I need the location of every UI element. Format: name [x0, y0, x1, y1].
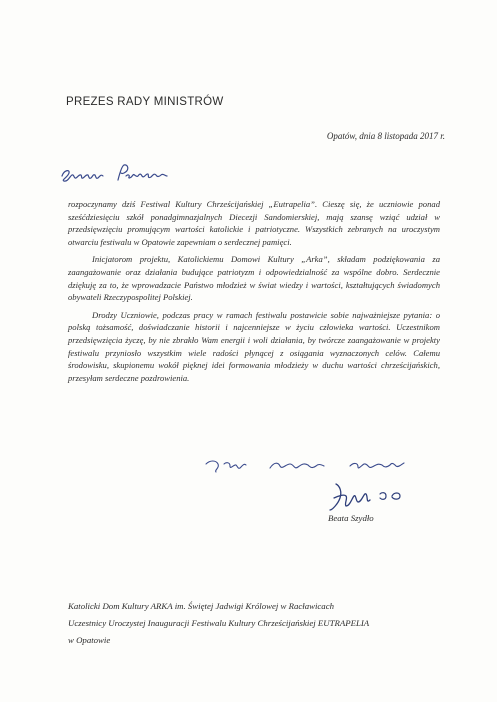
handwritten-closing [200, 450, 420, 480]
recipients-block [68, 598, 468, 649]
handwritten-salutation [58, 160, 178, 186]
handwritten-signature [322, 480, 412, 516]
recipient-line-3: w Opatowie [68, 635, 111, 645]
signer-name: Beata Szydło [328, 513, 374, 523]
paragraph-3: Drodzy Uczniowie, podczas pracy w ramach festiwalu postawicie sobie najważniejsze pytania: o polską tożsamość, doświadczanie historii i najcenniejsze w życiu człowieka wartości. Uczestnikom przedsięwzięcia życzę, by nie zbrakło Wam energii i woli działania, by twórcze zaangażowanie w projekty festiwalu przyniosło wszystkim wiele radości płynącej z osiągania wyznaczonych celów. Całemu środowisku, skupionemu wokół pięknej idei formowania młodzieży w duchu wartości chrześcijańskich, przesyłam serdeczne pozdrowienia. [68, 309, 440, 383]
paragraph-1: rozpoczynamy dziś Festiwal Kultury Chrześcijańskiej „Eutrapelia”. Cieszę się, że uczniowie ponad sześćdziesięciu szkół ponadgimnazjalnych Diecezji Sandomierskiej, mają szansę wziąć udział w przedsięwzięciu promującym wartości katolickie i patriotyczne. Wszystkich zebranych na uroczystym otwarciu festiwalu w Opatowie zapewniam o serdecznej pamięci. [68, 199, 440, 247]
dateline: Opatów, dnia 8 listopada 2017 r. [326, 131, 445, 141]
letter-body [68, 198, 440, 389]
letterhead-office-title: PREZES RADY MINISTRÓW [66, 96, 224, 108]
recipient-line-2: Uczestnicy Uroczystej Inauguracji Festiwalu Kultury Chrześcijańskiej EUTRAPELIA [68, 618, 370, 628]
paragraph-2: Inicjatorom projektu, Katolickiemu Domowi Kultury „Arka”, składam podziękowania za zaangażowanie oraz działania budujące patriotyzm i odpowiedzialność za wspólne dobro. Serdecznie dziękuję za to, że wprowadzacie Państwo młodzież w świat wiedzy i wartości, kształtujących świadomych obywateli Rzeczypospolitej Polskiej. [68, 254, 440, 303]
recipient-line-1: Katolicki Dom Kultury ARKA im. Świętej Jadwigi Królowej w Racławicach [68, 601, 335, 611]
